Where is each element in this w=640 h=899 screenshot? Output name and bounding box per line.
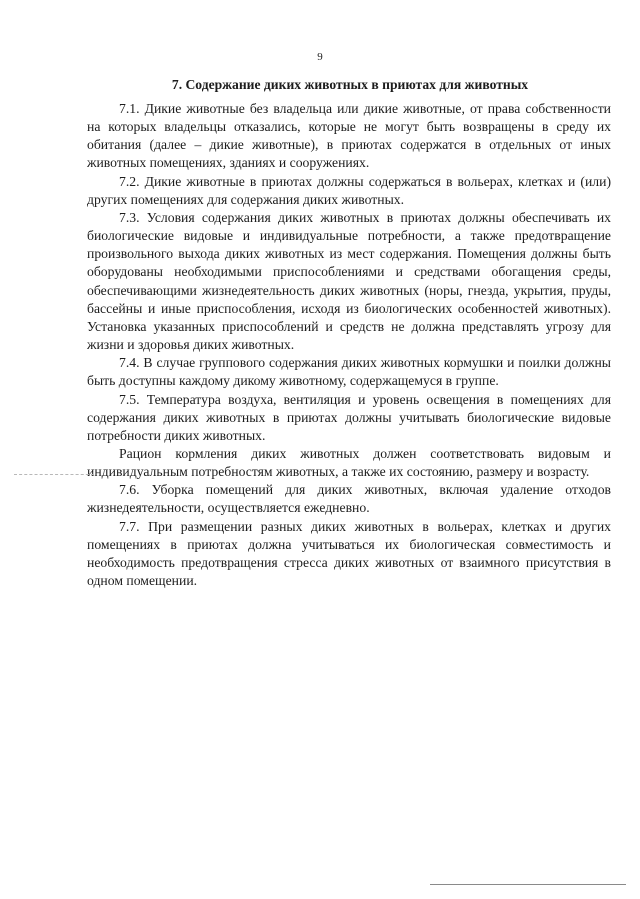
paragraph-7-7: 7.7. При размещении разных диких животных в вольерах, клетках и других помещениях в приютах должна учитываться их биологическая совместимость и необходимость предотвращения стресса диких животных от взаимного присутствия в одном помещении. bbox=[87, 518, 611, 589]
paragraph-7-4: 7.4. В случае группового содержания диких животных кормушки и поилки должны быть доступны каждому дикому животному, содержащемуся в группе. bbox=[87, 355, 611, 389]
section-body bbox=[87, 100, 611, 590]
bottom-rule bbox=[430, 884, 626, 885]
paragraph-7-6: 7.6. Уборка помещений для диких животных, включая удаление отходов жизнедеятельности, осуществляется ежедневно. bbox=[87, 482, 611, 516]
paragraph-7-1: 7.1. Дикие животные без владельца или дикие животные, от права собственности на которых владельцы отказались, которые не могут быть возвращены в среду их обитания (далее – дикие животные), в приютах содержатся в отдельных от иных животных помещениях, зданиях и сооружениях. bbox=[87, 101, 611, 171]
paragraph-7-3: 7.3. Условия содержания диких животных в приютах должны обеспечивать их биологические видовые и индивидуальные потребности, а также предотвращение произвольного выхода диких животных из мест содержания. Помещения должны быть оборудованы необходимыми приспособлениями и средствами обогащения среды, обеспечивающими жизнедеятельность диких животных (норы, гнезда, укрытия, пруды, бассейны и иные приспособления, исходя из биологических особенностей животных). Установка указанных приспособлений и средств не должна представлять угрозу для жизни и здоровья диких животных. bbox=[87, 209, 611, 353]
section-title: 7. Содержание диких животных в приютах для животных bbox=[171, 77, 529, 92]
paragraph-ration: Рацион кормления диких животных должен соответствовать видовым и индивидуальным потребностям животных, а также их состоянию, размеру и возрасту. bbox=[87, 445, 611, 480]
paragraph-7-2: 7.2. Дикие животные в приютах должны содержаться в вольерах, клетках и (или) других помещениях для содержания диких животных. bbox=[87, 173, 611, 207]
paragraph-7-5: 7.5. Температура воздуха, вентиляция и уровень освещения в помещениях для содержания диких животных в приютах должны учитывать биологические видовые потребности диких животных. bbox=[87, 391, 611, 443]
page-number: 9 bbox=[317, 51, 323, 63]
margin-scan-mark bbox=[14, 474, 94, 477]
